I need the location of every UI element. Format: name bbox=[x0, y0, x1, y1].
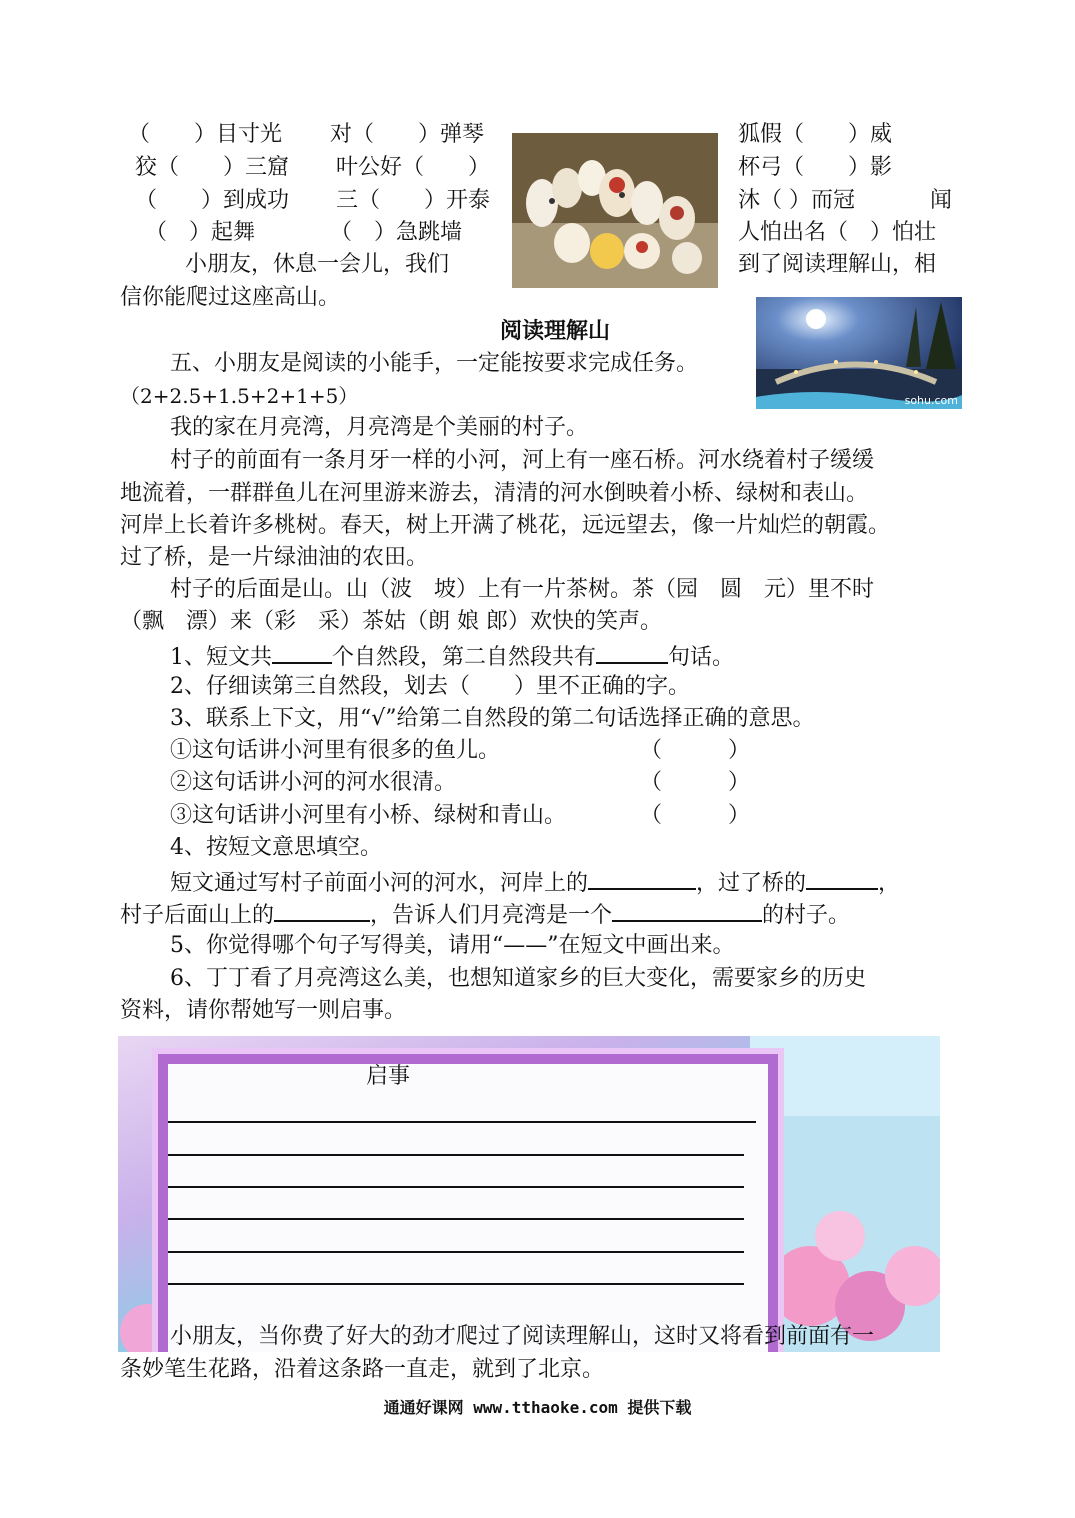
figurines-photo bbox=[512, 133, 718, 288]
question-5: 5、你觉得哪个句子写得美，请用“——”在短文中画出来。 bbox=[170, 933, 735, 958]
question-1 bbox=[170, 640, 734, 673]
notice-line-6[interactable] bbox=[168, 1283, 744, 1285]
notice-line-2[interactable] bbox=[168, 1154, 744, 1156]
notice-frame bbox=[118, 1036, 940, 1352]
question-2: 2、仔细读第三自然段，划去（ ）里不正确的字。 bbox=[170, 674, 690, 699]
passage-p2-l2: 地流着，一群群鱼儿在河里游来游去，清清的河水倒映着小桥、绿树和表山。 bbox=[120, 481, 869, 506]
question-6-l1: 6、丁丁看了月亮湾这么美，也想知道家乡的巨大变化，需要家乡的历史 bbox=[170, 966, 866, 991]
bridge-photo bbox=[756, 297, 962, 409]
footer-credit: 通通好课网 www.tthaoke.com 提供下载 bbox=[383, 1398, 692, 1417]
q4-l1-text-c: ， bbox=[878, 871, 901, 896]
q1-text-b: 个自然段，第二自然段共有 bbox=[332, 645, 597, 670]
q4-line-2 bbox=[120, 898, 850, 931]
passage-p3-l2: （飘 漂）来（彩 采）茶姑（朗 娘 郎）欢快的笑声。 bbox=[120, 609, 662, 634]
idiom-4: 狡（ ）三窟 bbox=[135, 155, 290, 180]
notice-line-3[interactable] bbox=[168, 1186, 744, 1188]
q4-l2-text-c: 的村子。 bbox=[762, 903, 851, 928]
passage-p3-l1: 村子的后面是山。山（波 坡）上有一片茶树。茶（园 圆 元）里不时 bbox=[170, 577, 875, 602]
passage-p1: 我的家在月亮湾，月亮湾是个美丽的村子。 bbox=[170, 415, 589, 440]
passage-p2-l1: 村子的前面有一条月牙一样的小河，河上有一座石桥。河水绕着村子缓缓 bbox=[170, 448, 875, 473]
idiom-5: 叶公好（ ） bbox=[336, 155, 491, 180]
question-3: 3、联系上下文，用“√”给第二自然段的第二句话选择正确的意思。 bbox=[170, 706, 815, 731]
idiom-9: 沐（ ）而冠 bbox=[738, 188, 855, 213]
frame-decoration bbox=[750, 1036, 940, 1352]
passage-p2-l4: 过了桥，是一片绿油油的农田。 bbox=[120, 545, 429, 570]
instruction: 五、小朋友是阅读的小能手，一定能按要求完成任务。 bbox=[170, 351, 699, 376]
section-title: 阅读理解山 bbox=[500, 318, 611, 344]
passage-p2-l3: 河岸上长着许多桃树。春天，树上开满了桃花，远远望去，像一片灿烂的朝霞。 bbox=[120, 513, 891, 538]
q1-text-a: 1、短文共 bbox=[170, 645, 272, 670]
notice-paper bbox=[158, 1054, 778, 1352]
q3-option-3-paren[interactable]: （ ） bbox=[640, 803, 751, 828]
image-watermark: sohu.com bbox=[904, 394, 958, 407]
outro-line-2: 条妙笔生花路，沿着这条路一直走，就到了北京。 bbox=[120, 1357, 605, 1382]
points: （2+2.5+1.5+2+1+5） bbox=[120, 384, 359, 408]
outro-line-1: 小朋友，当你费了好大的劲才爬过了阅读理解山，这时又将看到前面有一 bbox=[170, 1324, 875, 1349]
idiom-6: 杯弓（ ）影 bbox=[738, 155, 893, 180]
q3-option-2: ②这句话讲小河的河水很清。 bbox=[170, 770, 457, 795]
notice-line-1[interactable] bbox=[168, 1121, 756, 1123]
q3-option-1-paren[interactable]: （ ） bbox=[640, 738, 751, 763]
idiom-7: （ ）到成功 bbox=[135, 188, 290, 213]
q3-option-2-paren[interactable]: （ ） bbox=[640, 770, 751, 795]
idiom-2: 对（ ）弹琴 bbox=[330, 122, 485, 147]
q3-option-1: ①这句话讲小河里有很多的鱼儿。 bbox=[170, 738, 501, 763]
question-6-l2: 资料，请你帮她写一则启事。 bbox=[120, 998, 407, 1023]
q4-blank-1[interactable] bbox=[588, 866, 696, 890]
q4-blank-4[interactable] bbox=[612, 898, 762, 922]
idiom-11: （ ）起舞 bbox=[145, 220, 256, 245]
notice-line-4[interactable] bbox=[168, 1218, 744, 1220]
idiom-8: 三（ ）开泰 bbox=[336, 188, 491, 213]
q1-blank-1[interactable] bbox=[272, 640, 332, 664]
q1-text-c: 句话。 bbox=[668, 645, 735, 670]
intro-line-2: 信你能爬过这座高山。 bbox=[120, 285, 341, 310]
notice-title: 启事 bbox=[366, 1064, 411, 1089]
question-4: 4、按短文意思填空。 bbox=[170, 835, 382, 860]
idiom-1: （ ）目寸光 bbox=[128, 122, 283, 147]
q4-blank-2[interactable] bbox=[806, 866, 878, 890]
q4-l1-text-a: 短文通过写村子前面小河的河水，河岸上的 bbox=[170, 871, 589, 896]
q3-option-3: ③这句话讲小河里有小桥、绿树和青山。 bbox=[170, 803, 567, 828]
q4-blank-3[interactable] bbox=[274, 898, 370, 922]
q1-blank-2[interactable] bbox=[596, 640, 668, 664]
q4-l2-text-a: 村子后面山上的 bbox=[120, 903, 275, 928]
idiom-13: 人怕出名（ ）怕壮 bbox=[738, 220, 937, 245]
idiom-10: 闻 bbox=[930, 188, 953, 213]
idiom-12: （ ）急跳墙 bbox=[330, 220, 463, 245]
notice-line-5[interactable] bbox=[168, 1251, 744, 1253]
q4-l2-text-b: ，告诉人们月亮湾是一个 bbox=[370, 903, 613, 928]
intro-line-1b: 到了阅读理解山，相 bbox=[738, 252, 937, 277]
intro-line-1a: 小朋友，休息一会儿，我们 bbox=[185, 252, 450, 277]
idiom-3: 狐假（ ）威 bbox=[738, 122, 893, 147]
q4-line-1 bbox=[170, 866, 900, 899]
q4-l1-text-b: ，过了桥的 bbox=[696, 871, 807, 896]
